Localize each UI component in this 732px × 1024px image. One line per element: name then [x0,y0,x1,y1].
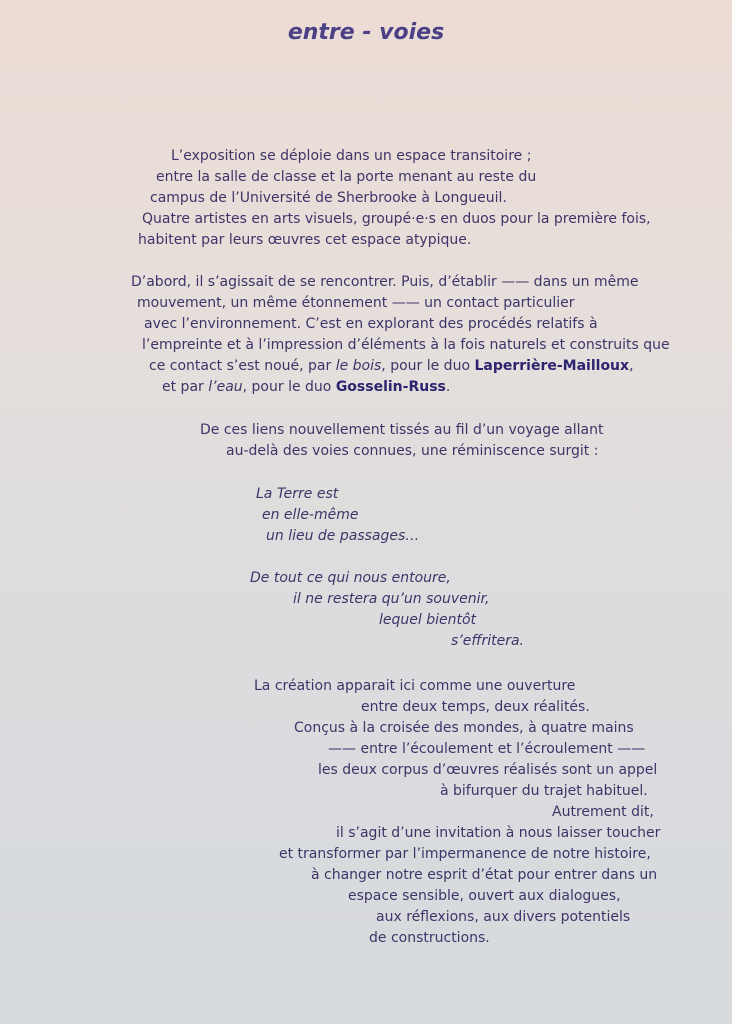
paragraph-1-line: Quatre artistes en arts visuels, groupé·e·s en duos pour la première fois, [142,211,651,227]
text-segment: , pour le duo [242,379,336,395]
paragraph-4-line: il s’agit d’une invitation à nous laisser toucher [336,825,661,841]
paragraph-1-line: habitent par leurs œuvres cet espace atypique. [138,232,472,248]
paragraph-1-line: entre la salle de classe et la porte menant au reste du [156,169,537,185]
paragraph-2-line [162,377,450,397]
poem-line: lequel bientôt [379,612,477,628]
paragraph-4-line: à bifurquer du trajet habituel. [440,783,648,799]
emphasis-eau: l’eau [208,379,243,395]
poem-line: il ne restera qu’un souvenir, [293,591,490,607]
poem-line: en elle-même [262,507,359,523]
paragraph-4-line: Autrement dit, [552,804,654,820]
page-title: entre - voies [287,20,445,45]
paragraph-3-line: au-delà des voies connues, une réminiscence surgit : [226,443,599,459]
paragraph-2-line: avec l’environnement. C’est en explorant des procédés relatifs à [144,316,598,332]
poem-line: s’effritera. [451,633,524,649]
text-segment: ce contact s’est noué, par [149,358,336,374]
paragraph-4-line: à changer notre esprit d’état pour entrer dans un [311,867,658,883]
paragraph-4-line: les deux corpus d’œuvres réalisés sont un appel [318,762,658,778]
paragraph-4-line: La création apparait ici comme une ouverture [254,678,576,694]
paragraph-2-line: l’empreinte et à l’impression d’éléments à la fois naturels et construits que [142,337,670,353]
paragraph-4-line: aux réflexions, aux divers potentiels [376,909,631,925]
paragraph-4-line: espace sensible, ouvert aux dialogues, [348,888,621,904]
paragraph-2-line [149,356,634,376]
paragraph-4-line: entre deux temps, deux réalités. [361,699,590,715]
poem-line: un lieu de passages… [266,528,420,544]
paragraph-2-line: mouvement, un même étonnement —— un contact particulier [137,295,575,311]
poem-line: La Terre est [256,486,339,502]
paragraph-3-line: De ces liens nouvellement tissés au fil d’un voyage allant [200,422,604,438]
duo-name-laperriere-mailloux: Laperrière-Mailloux [474,358,630,374]
paragraph-4-line: —— entre l’écoulement et l’écroulement —— [328,741,646,757]
text-segment: . [445,379,451,395]
paragraph-2-line: D’abord, il s’agissait de se rencontrer. Puis, d’établir —— dans un même [131,274,639,290]
text-segment: , [629,358,634,374]
text-segment: et par [162,379,209,395]
duo-name-gosselin-russ: Gosselin-Russ [335,379,446,395]
emphasis-bois: le bois [335,358,382,374]
paragraph-4-line: de constructions. [369,930,490,946]
paragraph-1-line: campus de l’Université de Sherbrooke à Longueuil. [150,190,507,206]
paragraph-4-line: et transformer par l’impermanence de notre histoire, [279,846,651,862]
paragraph-1-line: L’exposition se déploie dans un espace transitoire ; [171,148,532,164]
text-segment: , pour le duo [381,358,475,374]
poem-line: De tout ce qui nous entoure, [250,570,451,586]
paragraph-4-line: Conçus à la croisée des mondes, à quatre mains [294,720,634,736]
